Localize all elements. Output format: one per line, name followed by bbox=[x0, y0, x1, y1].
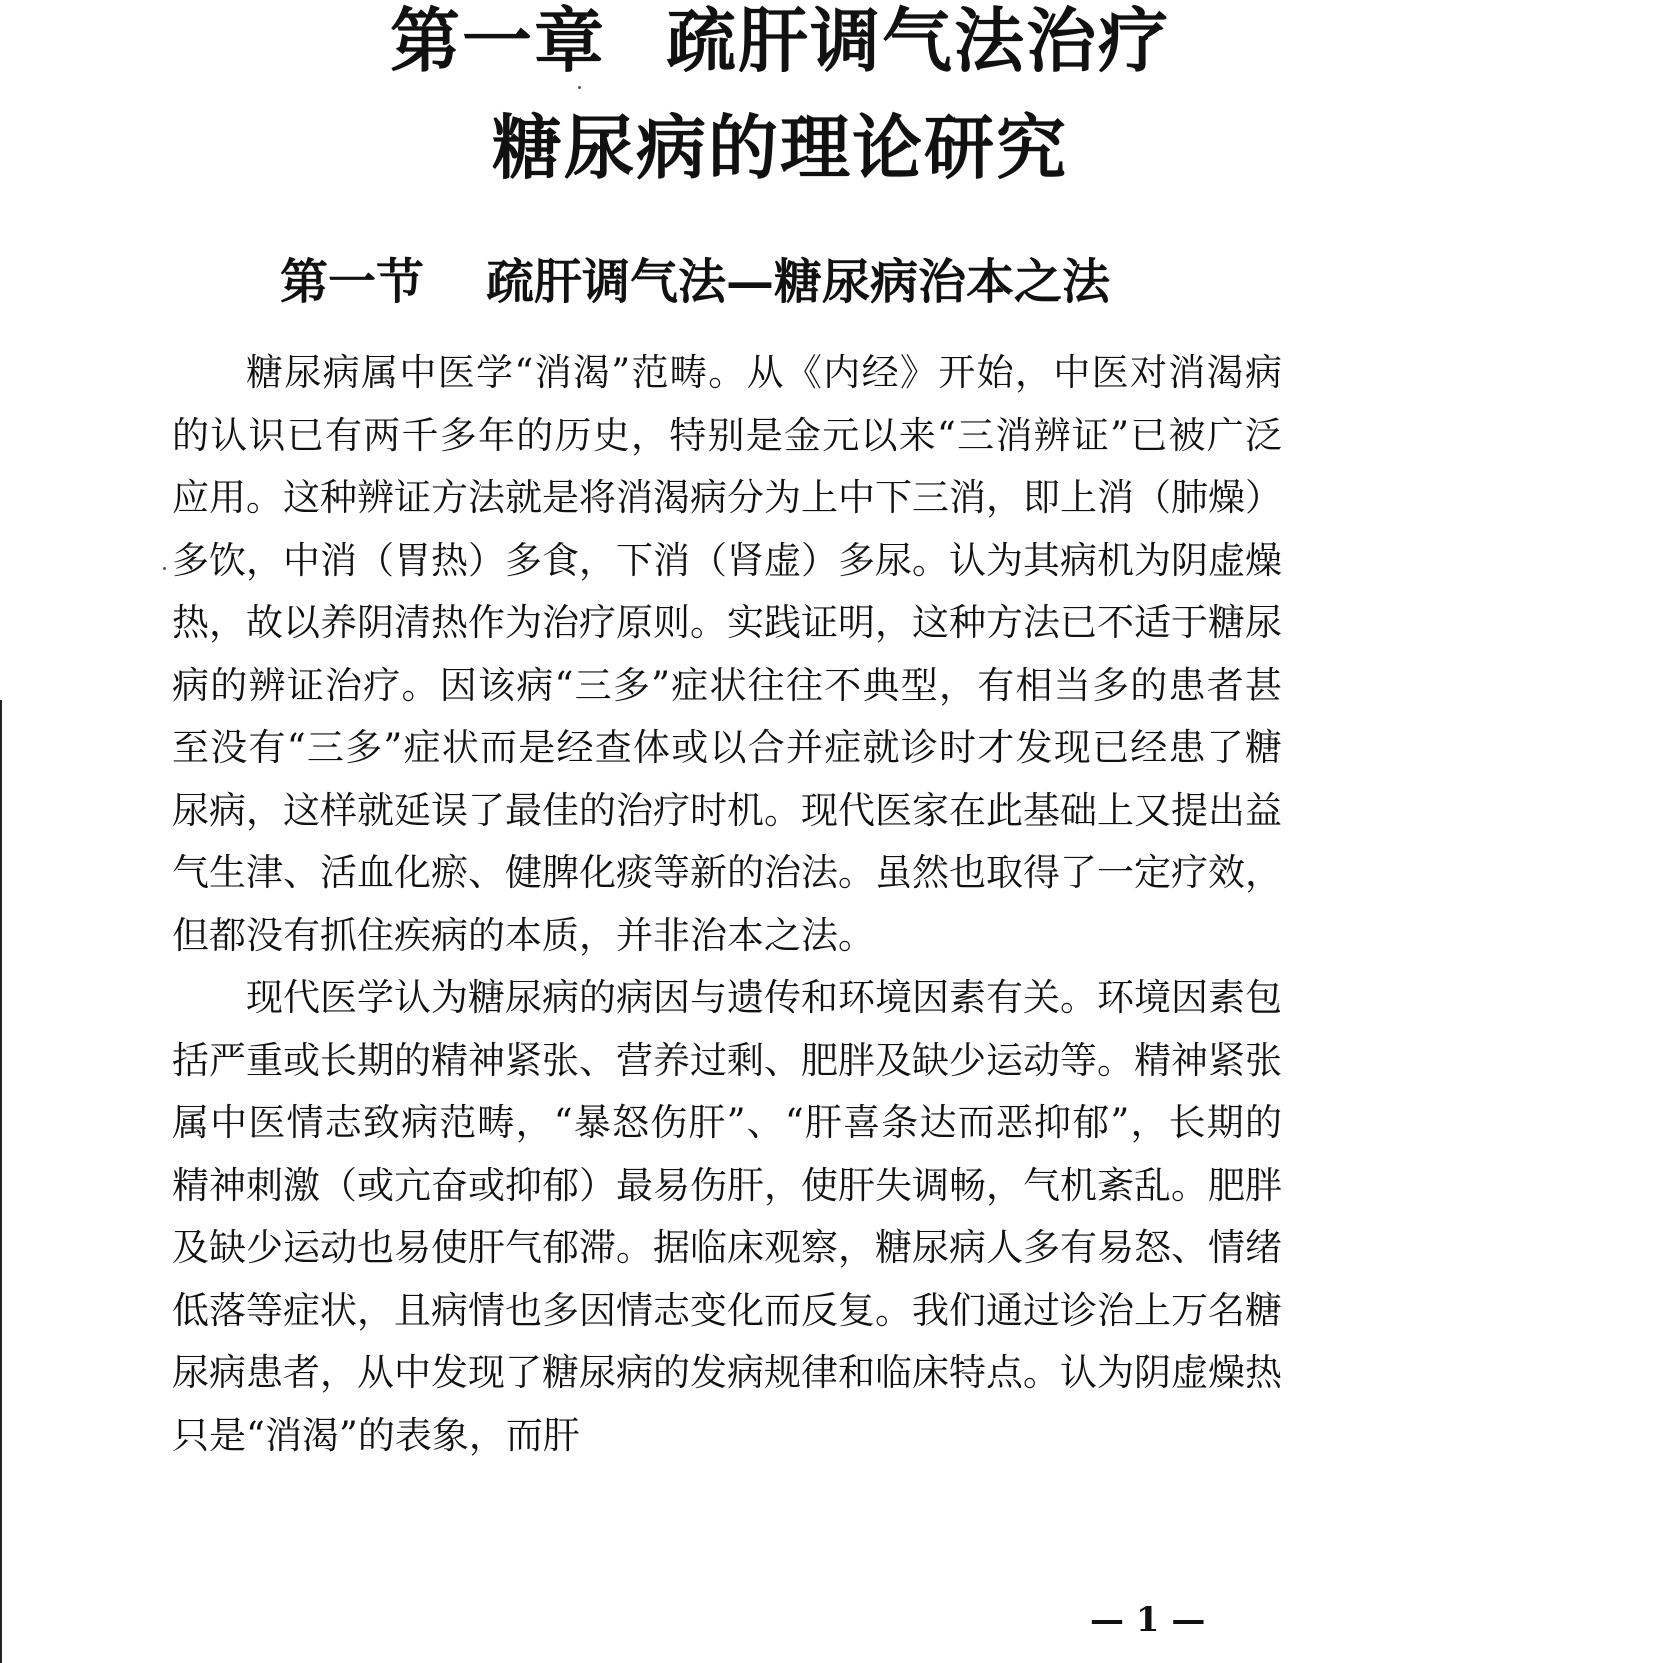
section-title-text: 疏肝调气法—糖尿病治本之法 bbox=[486, 254, 1111, 310]
section-label: 第一节 bbox=[280, 254, 425, 310]
scan-speck bbox=[163, 567, 166, 570]
section-title bbox=[280, 252, 1380, 312]
scan-speck bbox=[578, 86, 581, 89]
chapter-label: 第一章 bbox=[390, 0, 606, 82]
chapter-title-line1 bbox=[0, 0, 1560, 82]
chapter-title-text: 疏肝调气法治疗 bbox=[666, 0, 1170, 82]
page-number: — 1 — bbox=[1090, 1600, 1206, 1640]
scan-edge-line bbox=[0, 700, 2, 1663]
paragraph-1: 糖尿病属中医学“消渴”范畴。从《内经》开始，中医对消渴病的认识已有两千多年的历史，特别是金元以来“三消辨证”已被广泛应用。这种辨证方法就是将消渴病分为上中下三消，即上消（肺燥）多饮，中消（胃热）多食，下消（肾虚）多尿。认为其病机为阴虚燥热，故以养阴清热作为治疗原则。实践证明，这种方法已不适于糖尿病的辨证治疗。因该病“三多”症状往往不典型，有相当多的患者甚至没有“三多”症状而是经查体或以合并症就诊时才发现已经患了糖尿病，这样就延误了最佳的治疗时机。现代医家在此基础上又提出益气生津、活血化瘀、健脾化痰等新的治法。虽然也取得了一定疗效，但都没有抓住疾病的本质，并非治本之法。 bbox=[172, 351, 1282, 957]
body-text bbox=[172, 342, 1282, 1467]
chapter-title-line2: 糖尿病的理论研究 bbox=[492, 107, 1068, 189]
paragraph-2: 现代医学认为糖尿病的病因与遗传和环境因素有关。环境因素包括严重或长期的精神紧张、营养过剩、肥胖及缺少运动等。精神紧张属中医情志致病范畴，“暴怒伤肝”、“肝喜条达而恶抑郁”，长期的精神刺激（或亢奋或抑郁）最易伤肝，使肝失调畅，气机紊乱。肥胖及缺少运动也易使肝气郁滞。据临床观察，糖尿病人多有易怒、情绪低落等症状，且病情也多因情志变化而反复。我们通过诊治上万名糖尿病患者，从中发现了糖尿病的发病规律和临床特点。认为阴虚燥热只是“消渴”的表象，而肝 bbox=[172, 976, 1282, 1457]
